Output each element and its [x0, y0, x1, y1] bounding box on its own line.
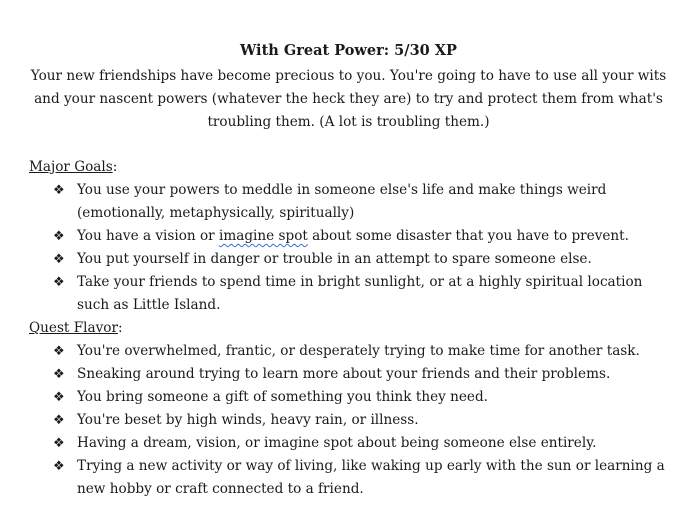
diamond-bullet-icon: ❖ [53, 275, 65, 290]
diamond-bullet-icon: ❖ [53, 390, 65, 405]
list-item [0, 271, 697, 317]
list-item-text: Take your friends to spend time in bright sunlight, or at a highly spiritual location such as Little Island. [77, 274, 643, 313]
list-item-text: You're beset by high winds, heavy rain, or illness. [77, 412, 419, 428]
diamond-bullet-icon: ❖ [53, 367, 65, 382]
list-item-text: Having a dream, vision, or imagine spot about being someone else entirely. [77, 435, 597, 451]
quest-flavor-heading-text: Quest Flavor [29, 320, 118, 336]
list-item-text: You use your powers to meddle in someone else's life and make things weird (emotionally, metaphysically, spiritually) [77, 182, 607, 221]
major-goals-heading [29, 157, 117, 177]
list-item-text: Sneaking around trying to learn more about your friends and their problems. [77, 366, 611, 382]
spellcheck-flagged-text[interactable]: imagine spot [219, 228, 308, 244]
quest-flavor-list [0, 340, 697, 501]
list-item [0, 225, 697, 248]
major-goals-heading-colon: : [112, 159, 118, 175]
list-item-text-part: about some disaster that you have to prevent. [307, 228, 629, 244]
major-goals-list [0, 179, 697, 317]
list-item-text: You bring someone a gift of something you think they need. [77, 389, 488, 405]
list-item-text [77, 228, 629, 244]
diamond-bullet-icon: ❖ [53, 229, 65, 244]
list-item-text: Trying a new activity or way of living, like waking up early with the sun or learning a new hobby or craft connected to a friend. [77, 458, 665, 497]
list-item [0, 432, 697, 455]
diamond-bullet-icon: ❖ [53, 459, 65, 474]
list-item [0, 455, 697, 501]
intro-paragraph: Your new friendships have become precious to you. You're going to have to use all your wits and your nascent powers (whatever the heck they are) to try and protect them from what's troubling them. (A lot is troubling them.) [30, 68, 667, 130]
list-item [0, 179, 697, 225]
list-item [0, 409, 697, 432]
major-goals-heading-text: Major Goals [29, 159, 113, 175]
list-item-text: You're overwhelmed, frantic, or desperately trying to make time for another task. [77, 343, 640, 359]
document-title: With Great Power: 5/30 XP [240, 42, 457, 59]
list-item-text-part: You have a vision or [77, 228, 219, 244]
diamond-bullet-icon: ❖ [53, 344, 65, 359]
quest-flavor-heading-colon: : [117, 320, 123, 336]
list-item [0, 248, 697, 271]
list-item [0, 386, 697, 409]
diamond-bullet-icon: ❖ [53, 436, 65, 451]
list-item [0, 363, 697, 386]
diamond-bullet-icon: ❖ [53, 413, 65, 428]
quest-flavor-heading [29, 318, 123, 338]
list-item-text: You put yourself in danger or trouble in an attempt to spare someone else. [77, 251, 592, 267]
list-item [0, 340, 697, 363]
diamond-bullet-icon: ❖ [53, 183, 65, 198]
diamond-bullet-icon: ❖ [53, 252, 65, 267]
